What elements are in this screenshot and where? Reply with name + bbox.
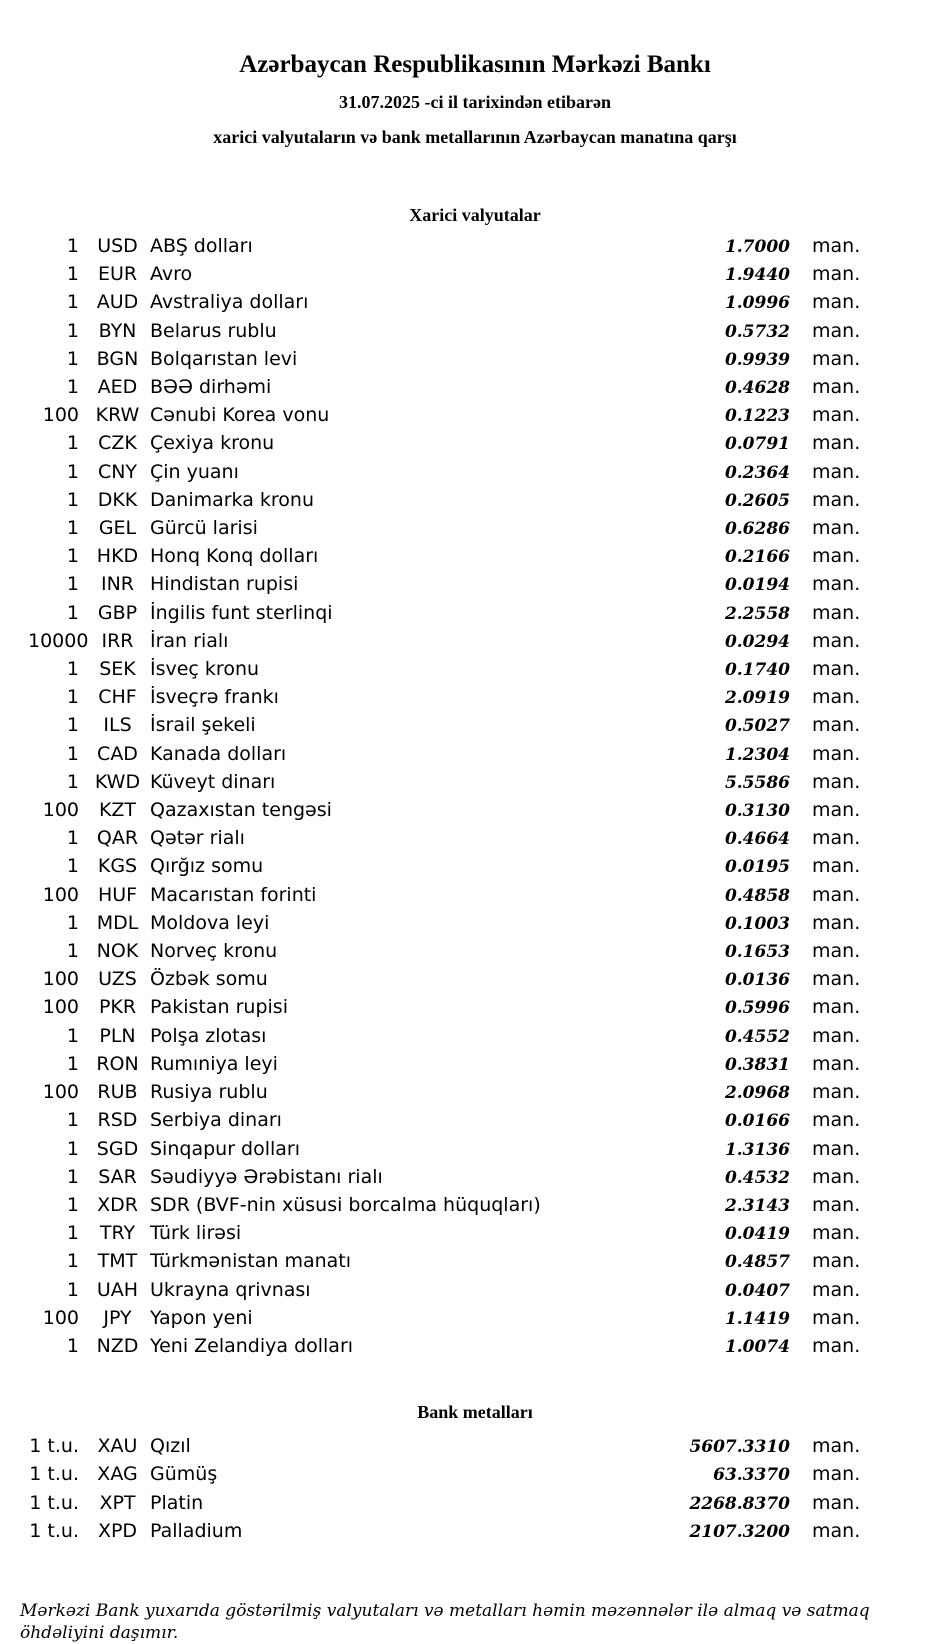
rate-value-cell: 1.0996 — [724, 293, 790, 314]
rate-value-cell: 0.4552 — [724, 1026, 790, 1047]
currency-row — [28, 487, 862, 515]
rate-value-cell: 0.1003 — [724, 913, 790, 934]
quantity-cell: 1 — [66, 742, 79, 765]
metal-row — [28, 1518, 862, 1546]
currency-name-cell: BƏƏ dirhəmi — [150, 376, 272, 399]
unit-label-cell: man. — [812, 488, 861, 511]
unit-label-cell: man. — [812, 1278, 861, 1301]
currency-code-cell: NZD — [96, 1334, 139, 1357]
rate-value-cell: 0.3130 — [724, 801, 790, 822]
unit-label-cell: man. — [812, 629, 861, 652]
currency-row — [28, 994, 862, 1022]
currency-name-cell: Rumıniya leyi — [150, 1052, 278, 1075]
quantity-cell: 1 t.u. — [29, 1463, 79, 1486]
currency-row — [28, 289, 862, 317]
unit-label-cell: man. — [812, 1222, 861, 1245]
currency-name-cell: Sinqapur dolları — [150, 1137, 301, 1160]
currency-code-cell: KRW — [95, 404, 140, 427]
unit-label-cell: man. — [812, 319, 861, 342]
currency-row — [28, 882, 862, 910]
currency-code-cell: RUB — [97, 1081, 138, 1104]
unit-label-cell: man. — [812, 1491, 861, 1514]
currency-row — [28, 628, 862, 656]
rate-value-cell: 0.2605 — [724, 490, 790, 511]
quantity-cell: 1 — [66, 1250, 79, 1273]
quantity-cell: 1 t.u. — [29, 1435, 79, 1458]
currency-code-cell: UAH — [96, 1278, 139, 1301]
unit-label-cell: man. — [812, 263, 861, 286]
currency-name-cell: Avstraliya dolları — [150, 291, 309, 314]
unit-label-cell: man. — [812, 291, 861, 314]
unit-label-cell: man. — [812, 1250, 861, 1273]
quantity-cell: 1 — [66, 1024, 79, 1047]
currency-name-cell: Qırğız somu — [150, 855, 264, 878]
metal-row — [28, 1433, 862, 1461]
quantity-cell: 100 — [42, 968, 79, 991]
currency-name-cell: Küveyt dinarı — [150, 770, 276, 793]
unit-label-cell: man. — [812, 1334, 861, 1357]
rate-value-cell: 2268.8370 — [689, 1493, 790, 1514]
quantity-cell: 100 — [42, 1081, 79, 1104]
rate-value-cell: 2.0919 — [724, 688, 790, 709]
quantity-cell: 100 — [42, 404, 79, 427]
rate-value-cell: 0.4664 — [724, 829, 790, 850]
rate-value-cell: 1.3136 — [724, 1139, 790, 1160]
unit-label-cell: man. — [812, 742, 861, 765]
quantity-cell: 1 — [66, 770, 79, 793]
currency-code-cell: BYN — [98, 319, 137, 342]
quantity-cell: 1 — [66, 1165, 79, 1188]
currency-row — [28, 712, 862, 740]
currency-code-cell: SEK — [99, 658, 136, 681]
currency-code-cell: RON — [96, 1052, 139, 1075]
unit-label-cell: man. — [812, 883, 861, 906]
unit-label-cell: man. — [812, 1306, 861, 1329]
currency-name-cell: İsveçrə frankı — [150, 686, 279, 709]
quantity-cell: 100 — [42, 799, 79, 822]
quantity-cell: 1 — [66, 827, 79, 850]
footer-disclaimer-note: Mərkəzi Bank yuxarıda göstərilmiş valyutaları və metalları həmin məzənnələr ilə almaq və satmaq öhdəliyini daşımır. — [20, 1600, 870, 1643]
quantity-cell: 1 — [66, 460, 79, 483]
quantity-cell: 1 — [66, 319, 79, 342]
currency-code-cell: QAR — [96, 827, 139, 850]
unit-label-cell: man. — [812, 1137, 861, 1160]
quantity-cell: 1 t.u. — [29, 1519, 79, 1542]
currency-row — [28, 1051, 862, 1079]
rate-value-cell: 1.0074 — [724, 1336, 790, 1357]
currency-code-cell: KWD — [94, 770, 141, 793]
currency-name-cell: Qazaxıstan tengəsi — [150, 799, 332, 822]
unit-label-cell: man. — [812, 601, 861, 624]
currency-row — [28, 346, 862, 374]
currency-row — [28, 910, 862, 938]
currency-code-cell: AED — [97, 376, 138, 399]
currency-name-cell: Yapon yeni — [150, 1306, 253, 1329]
rate-value-cell: 0.4532 — [724, 1167, 790, 1188]
currency-row — [28, 374, 862, 402]
currency-name-cell: Rusiya rublu — [150, 1081, 268, 1104]
quantity-cell: 1 — [66, 1222, 79, 1245]
quantity-cell: 1 — [66, 911, 79, 934]
rate-value-cell: 0.5996 — [724, 998, 790, 1019]
unit-label-cell: man. — [812, 404, 861, 427]
quantity-cell: 1 — [66, 517, 79, 540]
unit-label-cell: man. — [812, 1024, 861, 1047]
currency-row — [28, 853, 862, 881]
unit-label-cell: man. — [812, 460, 861, 483]
effective-date-line: 31.07.2025 -ci il tarixindən etibarən — [339, 92, 611, 112]
unit-label-cell: man. — [812, 940, 861, 963]
currency-name-cell: Palladium — [150, 1519, 243, 1542]
currency-row — [28, 543, 862, 571]
quantity-cell: 100 — [42, 996, 79, 1019]
currency-section-title: Xarici valyutalar — [409, 205, 541, 225]
currency-code-cell: BGN — [96, 347, 139, 370]
currency-row — [28, 1192, 862, 1220]
currency-name-cell: Macarıstan forinti — [150, 883, 317, 906]
metal-row — [28, 1490, 862, 1518]
rate-value-cell: 0.5027 — [724, 716, 790, 737]
rate-value-cell: 0.4857 — [724, 1252, 790, 1273]
unit-label-cell: man. — [812, 714, 861, 737]
currency-code-cell: GBP — [97, 601, 138, 624]
currency-code-cell: UZS — [98, 968, 137, 991]
currency-code-cell: INR — [100, 573, 135, 596]
unit-label-cell: man. — [812, 968, 861, 991]
currency-row — [28, 769, 862, 797]
quantity-cell: 1 — [66, 488, 79, 511]
rate-value-cell: 0.6286 — [724, 519, 790, 540]
quantity-cell: 1 — [66, 1109, 79, 1132]
quantity-cell: 1 — [66, 573, 79, 596]
rate-value-cell: 0.2166 — [724, 547, 790, 568]
rate-value-cell: 1.2304 — [724, 744, 790, 765]
unit-label-cell: man. — [812, 855, 861, 878]
currency-name-cell: Çin yuanı — [150, 460, 239, 483]
currency-code-cell: DKK — [97, 488, 138, 511]
rate-value-cell: 5.5586 — [724, 772, 790, 793]
currency-row — [28, 233, 862, 261]
bulletin-subtitle: xarici valyutaların və bank metallarının Azərbaycan manatına qarşı — [213, 127, 737, 147]
currency-name-cell: Belarus rublu — [150, 319, 277, 342]
quantity-cell: 1 — [66, 1137, 79, 1160]
currency-row — [28, 1305, 862, 1333]
currency-row — [28, 261, 862, 289]
quantity-cell: 1 — [66, 347, 79, 370]
unit-label-cell: man. — [812, 1193, 861, 1216]
unit-label-cell: man. — [812, 1081, 861, 1104]
currency-code-cell: XAU — [97, 1435, 138, 1458]
rate-value-cell: 2.3143 — [724, 1195, 790, 1216]
rate-value-cell: 0.0407 — [724, 1280, 790, 1301]
rate-value-cell: 0.9939 — [724, 349, 790, 370]
currency-row — [28, 966, 862, 994]
currency-row — [28, 1333, 862, 1361]
quantity-cell: 1 — [66, 855, 79, 878]
quantity-cell: 1 — [66, 1334, 79, 1357]
metals-section-title: Bank metalları — [417, 1402, 533, 1423]
currency-code-cell: XPD — [97, 1519, 138, 1542]
quantity-cell: 1 t.u. — [29, 1491, 79, 1514]
currency-name-cell: Qətər rialı — [150, 827, 245, 850]
unit-label-cell: man. — [812, 347, 861, 370]
currency-row — [28, 938, 862, 966]
currency-code-cell: JPY — [103, 1306, 132, 1329]
unit-label-cell: man. — [812, 573, 861, 596]
currency-row — [28, 825, 862, 853]
currency-name-cell: Danimarka kronu — [150, 488, 315, 511]
currency-name-cell: Platin — [150, 1491, 204, 1514]
currency-name-cell: Türkmənistan manatı — [150, 1250, 352, 1273]
currency-code-cell: IRR — [101, 629, 134, 652]
currency-name-cell: İngilis funt sterlinqi — [150, 601, 333, 624]
currency-code-cell: TRY — [99, 1222, 136, 1245]
rate-value-cell: 0.0166 — [724, 1111, 790, 1132]
quantity-cell: 1 — [66, 940, 79, 963]
bank-title: Azərbaycan Respublikasının Mərkəzi Bankı — [239, 51, 711, 78]
rate-value-cell: 1.1419 — [724, 1308, 790, 1329]
rate-value-cell: 0.4628 — [724, 378, 790, 399]
unit-label-cell: man. — [812, 517, 861, 540]
currency-name-cell: Moldova leyi — [150, 911, 270, 934]
currency-name-cell: Norveç kronu — [150, 940, 278, 963]
unit-label-cell: man. — [812, 1052, 861, 1075]
currency-row — [28, 515, 862, 543]
currency-name-cell: Honq Konq dolları — [150, 545, 319, 568]
currency-name-cell: ABŞ dolları — [150, 235, 253, 257]
quantity-cell: 1 — [66, 686, 79, 709]
currency-name-cell: Türk lirəsi — [150, 1222, 242, 1245]
rate-value-cell: 0.1653 — [724, 942, 790, 963]
quantity-cell: 1 — [66, 291, 79, 314]
unit-label-cell: man. — [812, 658, 861, 681]
quantity-cell: 10000 — [28, 629, 89, 652]
quantity-cell: 1 — [66, 1193, 79, 1216]
currency-row — [28, 1164, 862, 1192]
currency-name-cell: Cənubi Korea vonu — [150, 404, 330, 427]
unit-label-cell: man. — [812, 545, 861, 568]
rate-value-cell: 0.1223 — [724, 406, 790, 427]
quantity-cell: 1 — [66, 235, 79, 257]
rate-value-cell: 0.0791 — [724, 434, 790, 455]
currency-name-cell: Səudiyyə Ərəbistanı rialı — [150, 1165, 383, 1188]
rate-value-cell: 0.2364 — [724, 462, 790, 483]
currency-rate-table — [0, 233, 950, 1361]
currency-name-cell: Gürcü larisi — [150, 517, 258, 540]
unit-label-cell: man. — [812, 235, 861, 257]
rate-value-cell: 0.4858 — [724, 885, 790, 906]
currency-code-cell: TMT — [97, 1250, 138, 1273]
currency-row — [28, 318, 862, 346]
currency-name-cell: Özbək somu — [150, 968, 268, 991]
unit-label-cell: man. — [812, 376, 861, 399]
currency-row — [28, 1220, 862, 1248]
currency-row — [28, 684, 862, 712]
unit-label-cell: man. — [812, 996, 861, 1019]
unit-label-cell: man. — [812, 1165, 861, 1188]
currency-row — [28, 656, 862, 684]
currency-name-cell: Serbiya dinarı — [150, 1109, 282, 1132]
rate-value-cell: 0.0419 — [724, 1224, 790, 1245]
unit-label-cell: man. — [812, 799, 861, 822]
unit-label-cell: man. — [812, 686, 861, 709]
unit-label-cell: man. — [812, 1435, 861, 1458]
currency-code-cell: ILS — [103, 714, 132, 737]
rate-value-cell: 1.9440 — [724, 265, 790, 286]
metal-row — [28, 1461, 862, 1489]
metals-rate-table — [0, 1433, 950, 1546]
currency-code-cell: SAR — [98, 1165, 137, 1188]
quantity-cell: 1 — [66, 545, 79, 568]
currency-code-cell: XAG — [97, 1463, 138, 1486]
unit-label-cell: man. — [812, 432, 861, 455]
currency-row — [28, 430, 862, 458]
currency-name-cell: Gümüş — [150, 1463, 218, 1486]
currency-code-cell: XPT — [99, 1491, 136, 1514]
quantity-cell: 1 — [66, 1052, 79, 1075]
rate-value-cell: 2107.3200 — [689, 1521, 790, 1542]
currency-name-cell: Kanada dolları — [150, 742, 287, 765]
currency-code-cell: CAD — [97, 742, 138, 765]
currency-code-cell: SGD — [96, 1137, 139, 1160]
unit-label-cell: man. — [812, 1109, 861, 1132]
currency-code-cell: PLN — [99, 1024, 136, 1047]
currency-name-cell: Çexiya kronu — [150, 432, 275, 455]
currency-row — [28, 1277, 862, 1305]
currency-name-cell: İran rialı — [150, 629, 229, 652]
currency-code-cell: PKR — [98, 996, 137, 1019]
currency-code-cell: CZK — [98, 432, 137, 455]
currency-name-cell: Polşa zlotası — [150, 1024, 267, 1047]
currency-row — [28, 600, 862, 628]
currency-name-cell: SDR (BVF-nin xüsusi borcalma hüquqları) — [150, 1193, 541, 1216]
rate-value-cell: 2.0968 — [724, 1083, 790, 1104]
quantity-cell: 100 — [42, 883, 79, 906]
unit-label-cell: man. — [812, 827, 861, 850]
quantity-cell: 100 — [42, 1306, 79, 1329]
currency-code-cell: NOK — [96, 940, 139, 963]
currency-name-cell: İsveç kronu — [150, 658, 260, 681]
currency-code-cell: HKD — [96, 545, 139, 568]
unit-label-cell: man. — [812, 770, 861, 793]
unit-label-cell: man. — [812, 1519, 861, 1542]
rate-value-cell: 0.0194 — [724, 575, 790, 596]
unit-label-cell: man. — [812, 911, 861, 934]
currency-name-cell: Yeni Zelandiya dolları — [150, 1334, 354, 1357]
rate-value-cell: 5607.3310 — [689, 1437, 790, 1458]
quantity-cell: 1 — [66, 432, 79, 455]
currency-code-cell: EUR — [97, 263, 138, 286]
currency-row — [28, 797, 862, 825]
currency-code-cell: MDL — [96, 911, 139, 934]
currency-row — [28, 402, 862, 430]
quantity-cell: 1 — [66, 658, 79, 681]
rate-value-cell: 1.7000 — [724, 237, 790, 257]
currency-code-cell: CNY — [97, 460, 138, 483]
currency-row — [28, 571, 862, 599]
quantity-cell: 1 — [66, 263, 79, 286]
quantity-cell: 1 — [66, 714, 79, 737]
currency-row — [28, 1107, 862, 1135]
currency-name-cell: Avro — [150, 263, 193, 286]
currency-row — [28, 1023, 862, 1051]
currency-code-cell: KGS — [97, 855, 138, 878]
rate-value-cell: 0.5732 — [724, 321, 790, 342]
currency-row — [28, 1079, 862, 1107]
rate-value-cell: 0.3831 — [724, 1054, 790, 1075]
currency-code-cell: CHF — [98, 686, 137, 709]
rate-value-cell: 0.1740 — [724, 660, 790, 681]
currency-row — [28, 741, 862, 769]
currency-row — [28, 1136, 862, 1164]
currency-name-cell: Pakistan rupisi — [150, 996, 288, 1019]
rate-value-cell: 2.2558 — [724, 603, 790, 624]
currency-name-cell: Qızıl — [150, 1435, 191, 1458]
quantity-cell: 1 — [66, 601, 79, 624]
currency-code-cell: KZT — [98, 799, 137, 822]
currency-name-cell: İsrail şekeli — [150, 714, 256, 737]
currency-code-cell: GEL — [98, 517, 137, 540]
currency-code-cell: XDR — [97, 1193, 138, 1216]
quantity-cell: 1 — [66, 376, 79, 399]
rate-value-cell: 0.0136 — [724, 970, 790, 991]
rate-value-cell: 0.0294 — [724, 631, 790, 652]
currency-row — [28, 1248, 862, 1276]
currency-row — [28, 459, 862, 487]
rate-value-cell: 0.0195 — [724, 857, 790, 878]
rate-value-cell: 63.3370 — [713, 1465, 790, 1486]
currency-code-cell: HUF — [97, 883, 138, 906]
currency-code-cell: RSD — [97, 1109, 138, 1132]
unit-label-cell: man. — [812, 1463, 861, 1486]
currency-name-cell: Hindistan rupisi — [150, 573, 299, 596]
currency-code-cell: AUD — [96, 291, 139, 314]
currency-code-cell: USD — [97, 235, 138, 257]
quantity-cell: 1 — [66, 1278, 79, 1301]
currency-name-cell: Bolqarıstan levi — [150, 347, 298, 370]
currency-name-cell: Ukrayna qrivnası — [150, 1278, 311, 1301]
